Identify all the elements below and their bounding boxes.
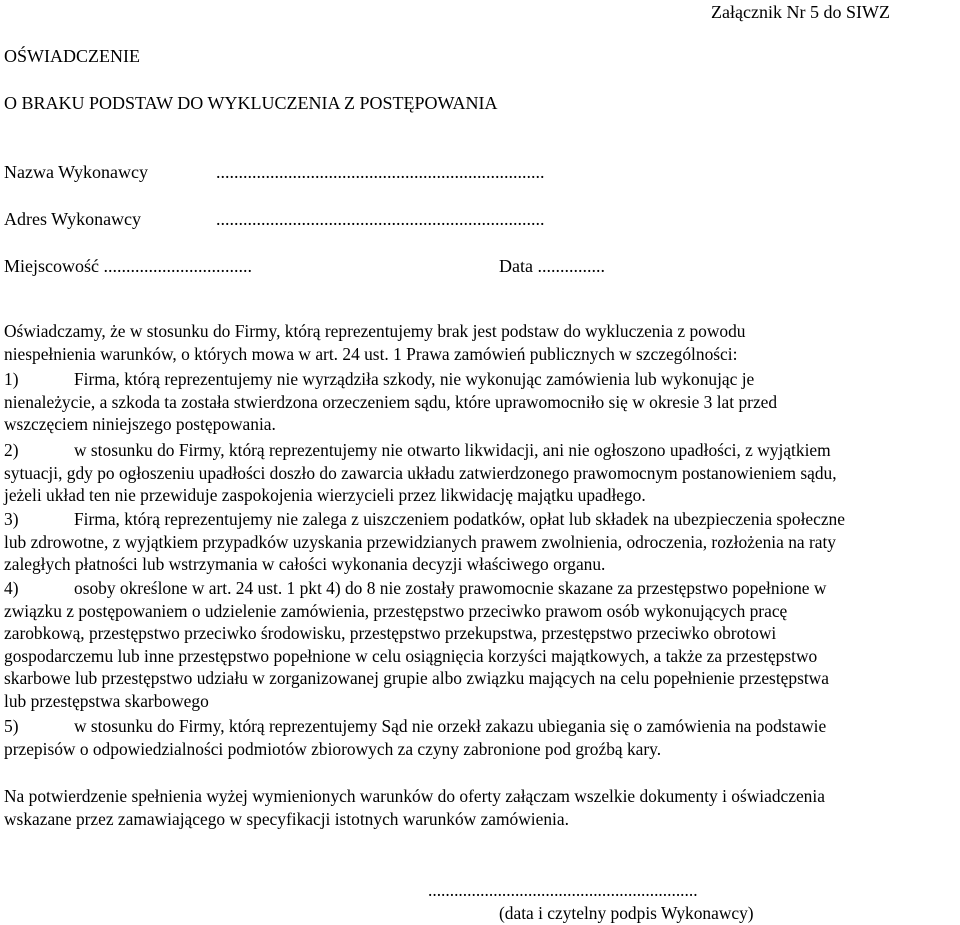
- condition-item-1: [4, 368, 960, 436]
- item-text: nienależycie, a szkoda ta została stwierdzona orzeczeniem sądu, które uprawomocniło się w okresie 3 lat przed: [4, 391, 778, 412]
- place-field: Miejscowość .................................: [4, 256, 252, 276]
- item-text: zarobkową, przestępstwo przeciwko środowisku, przestępstwo przekupstwa, przestępstwo przeciwko obrotowi: [4, 623, 777, 643]
- statement-intro-line: niespełnienia warunków, o których mowa w art. 24 ust. 1 Prawa zamówień publicznych w szczególności:: [4, 343, 738, 364]
- item-text: związku z postępowaniem o udzielenie zamówienia, przestępstwo przeciwko prawom osób wykonujących pracę: [4, 600, 788, 621]
- item-number: 3): [4, 509, 19, 529]
- condition-item-5: [4, 715, 960, 760]
- item-number: 2): [4, 440, 19, 460]
- document-subtitle: O BRAKU PODSTAW DO WYKLUCZENIA Z POSTĘPOWANIA: [4, 93, 498, 113]
- item-text: zaległych płatności lub wstrzymania w całości wykonania decyzji właściwego organu.: [4, 554, 606, 574]
- annex-label: Załącznik Nr 5 do SIWZ: [711, 2, 890, 22]
- item-number: 1): [4, 369, 19, 389]
- item-text: w stosunku do Firmy, którą reprezentujemy nie otwarto likwidacji, ani nie ogłoszono upadłości, z wyjątkiem: [74, 440, 831, 460]
- closing-statement: [4, 785, 960, 830]
- item-text: lub przestępstwa skarbowego: [4, 690, 209, 711]
- item-text: Firma, którą reprezentujemy nie wyrządziła szkody, nie wykonując zamówienia lub wykonując je: [74, 369, 755, 389]
- contractor-name-label: Nazwa Wykonawcy: [4, 162, 149, 182]
- signature-caption: (data i czytelny podpis Wykonawcy): [499, 903, 754, 923]
- item-text: wszczęciem niniejszego postępowania.: [4, 414, 276, 434]
- contractor-name-field: .........................................................................: [216, 162, 545, 182]
- date-field: Data ...............: [499, 256, 605, 276]
- item-text: skarbowe lub przestępstwo udziału w zorganizowanej grupie albo związku mających na celu popełnienie przestępstwa: [4, 668, 829, 688]
- document-title: OŚWIADCZENIE: [4, 46, 140, 66]
- closing-line: wskazane przez zamawiającego w specyfikacji istotnych warunków zamówienia.: [4, 808, 569, 829]
- item-number: 4): [4, 578, 19, 598]
- statement-intro-line: Oświadczamy, że w stosunku do Firmy, którą reprezentujemy brak jest podstaw do wykluczenia z powodu: [4, 321, 746, 341]
- item-text: gospodarczemu lub inne przestępstwo popełnione w celu osiągnięcia korzyści majątkowych, a także za przestępstwo: [4, 645, 818, 666]
- contractor-address-label: Adres Wykonawcy: [4, 209, 142, 229]
- statement-intro: [4, 320, 960, 365]
- condition-item-3: [4, 508, 960, 576]
- item-text: osoby określone w art. 24 ust. 1 pkt 4) do 8 nie zostały prawomocnie skazane za przestępstwo popełnione w: [74, 578, 827, 598]
- condition-item-4: [4, 577, 960, 712]
- item-text: przepisów o odpowiedzialności podmiotów zbiorowych za czyny zabronione pod groźbą kary.: [4, 738, 662, 759]
- item-text: Firma, którą reprezentujemy nie zalega z uiszczeniem podatków, opłat lub składek na ubezpieczenia społeczne: [74, 509, 845, 529]
- condition-item-2: [4, 439, 960, 507]
- item-text: jeżeli układ ten nie przewiduje zaspokojenia wierzycieli przez likwidację majątku upadłego.: [4, 485, 646, 505]
- item-text: lub zdrowotne, z wyjątkiem przypadków uzyskania przewidzianych prawem zwolnienia, odroczenia, rozłożenia na raty: [4, 531, 836, 552]
- contractor-address-field: .........................................................................: [216, 209, 545, 229]
- item-text: w stosunku do Firmy, którą reprezentujemy Sąd nie orzekł zakazu ubiegania się o zamówienia na podstawie: [74, 716, 827, 736]
- closing-line: Na potwierdzenie spełnienia wyżej wymienionych warunków do oferty załączam wszelkie dokumenty i oświadczenia: [4, 786, 825, 806]
- signature-line: ..............................................................: [428, 880, 698, 900]
- item-number: 5): [4, 716, 19, 736]
- item-text: sytuacji, gdy po ogłoszeniu upadłości doszło do zawarcia układu zatwierdzonego prawomocnym postanowieniem sądu,: [4, 462, 837, 483]
